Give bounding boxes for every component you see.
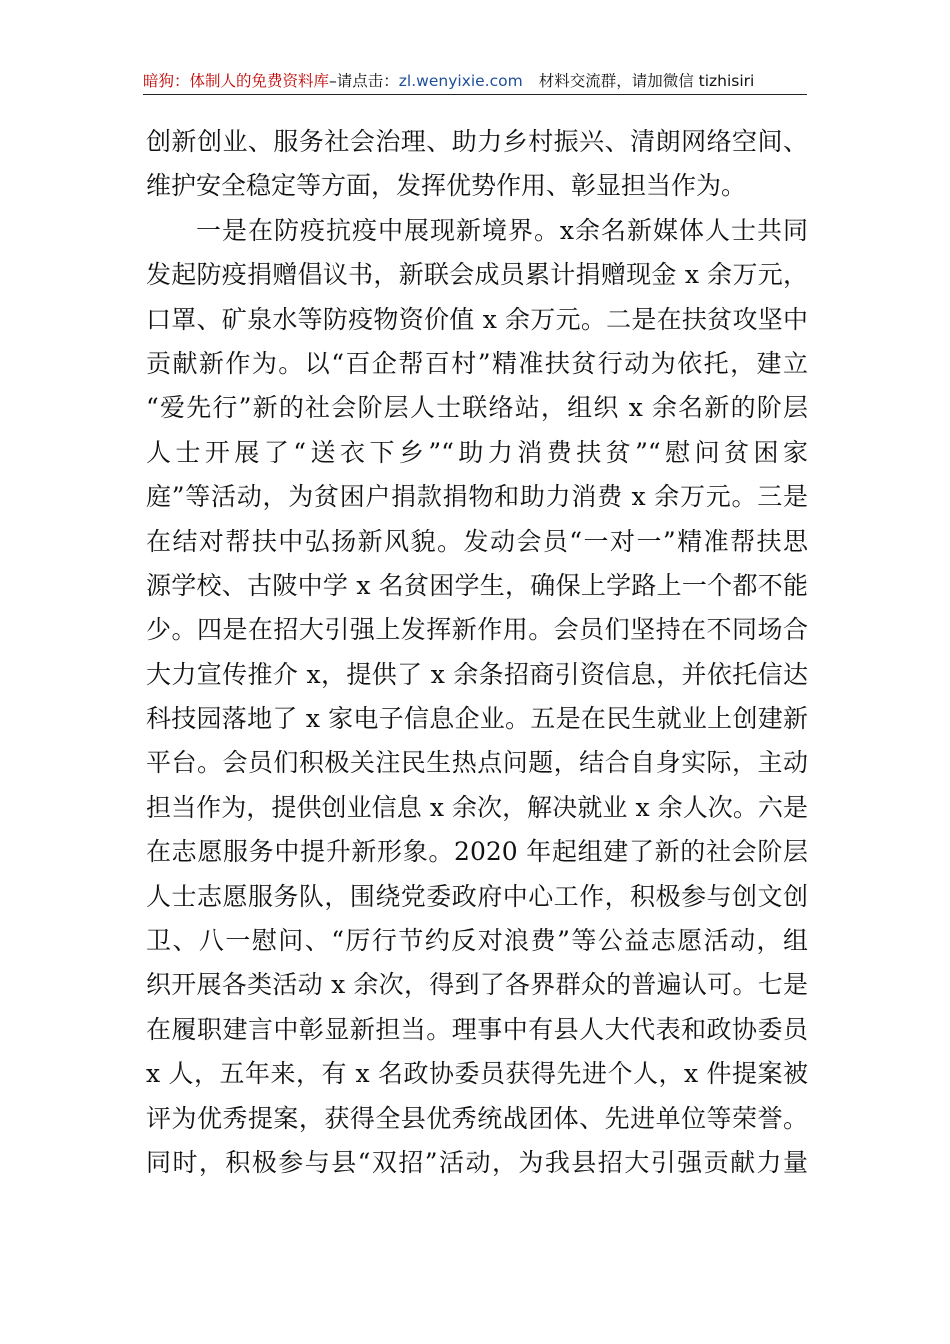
header-url-link[interactable]: zl.wenyixie.com <box>398 72 523 90</box>
body-line: “爱先行”新的社会阶层人士联络站，组织 x 余名新的阶层 <box>146 393 808 423</box>
body-line: 维护安全稳定等方面，发挥优势作用、彰显担当作为。 <box>146 171 747 201</box>
header-prompt: –请点击： <box>329 72 399 90</box>
body-line: 同时，积极参与县“双招”活动，为我县招大引强贡献力量 <box>146 1147 808 1177</box>
body-line: 创新创业、服务社会治理、助力乡村振兴、清朗网络空间、 <box>146 127 808 156</box>
body-line: 大力宣传推介 x，提供了 x 余条招商引资信息，并依托信达 <box>146 659 808 689</box>
header-wechat-note: 材料交流群，请加微信 tizhisiri <box>538 72 755 90</box>
body-line: 在志愿服务中提升新形象。2020 年起组建了新的社会阶层 <box>146 837 808 867</box>
body-line: 发起防疫捐赠倡议书，新联会成员累计捐赠现金 x 余万元， <box>146 260 808 290</box>
body-line: 科技园落地了 x 家电子信息企业。五是在民生就业上创建新 <box>146 704 808 734</box>
body-line: 贡献新作为。以“百企帮百村”精准扶贫行动为依托，建立 <box>146 348 808 378</box>
body-line: 在履职建言中彰显新担当。理事中有县人大代表和政协委员 <box>146 1014 808 1044</box>
body-line: 担当作为，提供创业信息 x 余次，解决就业 x 余人次。六是 <box>146 792 808 822</box>
body-line: 口罩、矿泉水等防疫物资价值 x 余万元。二是在扶贫攻坚中 <box>146 304 808 334</box>
body-line: x 人，五年来，有 x 名政协委员获得先进个人，x 件提案被 <box>146 1059 808 1089</box>
body-line: 庭”等活动，为贫困户捐款捐物和助力消费 x 余万元。三是 <box>146 482 808 512</box>
body-line: 人士志愿服务队，围绕党委政府中心工作，积极参与创文创 <box>146 881 808 911</box>
body-line: 卫、八一慰问、“厉行节约反对浪费”等公益志愿活动，组 <box>146 926 808 956</box>
body-line: 平台。会员们积极关注民生热点问题，结合自身实际，主动 <box>146 748 808 778</box>
body-line: 人士开展了“送衣下乡”“助力消费扶贫”“慰问贫困家 <box>146 437 808 467</box>
page-header <box>143 68 807 95</box>
body-line: 源学校、古陂中学 x 名贫困学生，确保上学路上一个都不能 <box>146 570 808 600</box>
body-line: 评为优秀提案，获得全县优秀统战团体、先进单位等荣誉。 <box>146 1103 808 1133</box>
header-site-name: 暗狗：体制人的免费资料库 <box>143 72 330 90</box>
body-line: 一是在防疫抗疫中展现新境界。x余名新媒体人士共同 <box>196 215 808 245</box>
body-line: 织开展各类活动 x 余次，得到了各界群众的普遍认可。七是 <box>146 970 808 1000</box>
body-line: 在结对帮扶中弘扬新风貌。发动会员“一对一”精准帮扶思 <box>146 526 808 556</box>
body-line: 少。四是在招大引强上发挥新作用。会员们坚持在不同场合 <box>146 615 808 645</box>
document-body <box>146 120 808 1185</box>
